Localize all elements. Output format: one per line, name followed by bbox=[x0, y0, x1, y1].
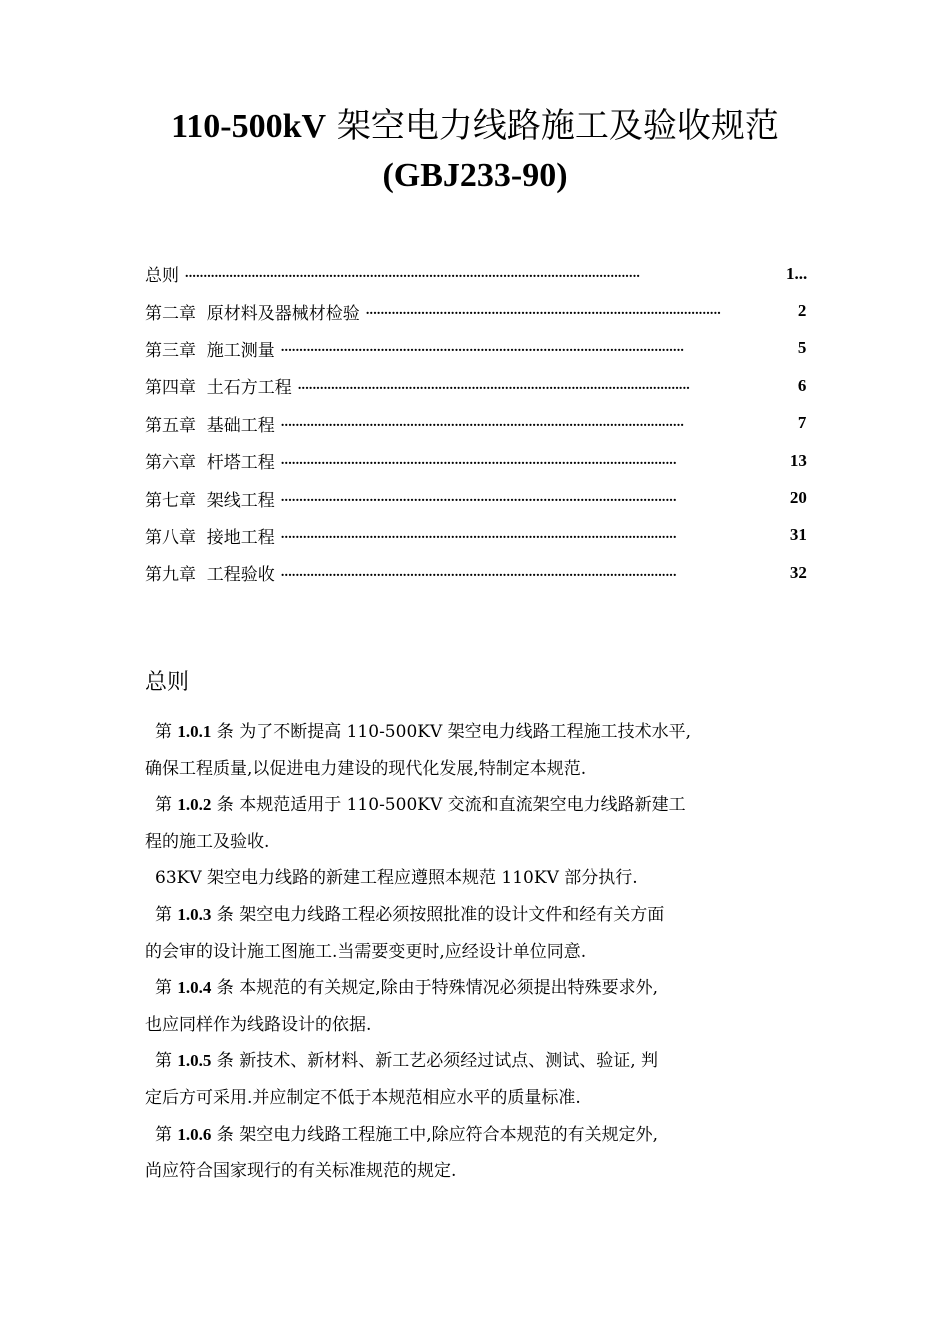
toc-entry[interactable] bbox=[145, 517, 845, 554]
clause-number: 1.0.2 bbox=[177, 795, 212, 815]
clause-number: 1.0.5 bbox=[177, 1051, 212, 1071]
toc-leader-dots: ............................................................................................................. bbox=[280, 415, 685, 431]
toc-page-number: 1... bbox=[786, 263, 808, 283]
toc-page-number: 20 bbox=[789, 488, 807, 508]
toc-leader-dots: ........................................................................................................... bbox=[280, 527, 677, 543]
clause-number: 1.0.4 bbox=[177, 978, 212, 998]
clause-line bbox=[145, 787, 755, 824]
document-standard-code: (GBJ233-90) bbox=[382, 157, 568, 194]
toc-page-number: 7 bbox=[797, 413, 807, 433]
clause-line: 也应同样作为线路设计的依据. bbox=[145, 1014, 372, 1035]
clause-line bbox=[145, 714, 755, 751]
clause-number: 1.0.3 bbox=[177, 904, 212, 924]
clause-line: 程的施工及验收. bbox=[145, 831, 270, 852]
clause-line: 的会审的设计施工图施工.当需要变更时,应经设计单位同意. bbox=[145, 941, 587, 962]
clause-prefix: 第 bbox=[155, 1124, 178, 1145]
clause-text: 条 本规范的有关规定,除由于特殊情况必须提出特殊要求外, bbox=[211, 978, 659, 999]
toc-leader-dots: ........................................................................................................... bbox=[280, 490, 677, 506]
clause-prefix: 第 bbox=[155, 795, 178, 816]
clause-text: 条 为了不断提高 110-500KV 架空电力线路工程施工技术水平, bbox=[211, 722, 692, 742]
toc-leader-dots: ................................................................................................ bbox=[365, 303, 722, 319]
toc-leader-dots: ............................................................................................................. bbox=[280, 340, 685, 356]
toc-entry-label: 第三章 施工测量 bbox=[145, 340, 275, 361]
toc-entry-label: 第九章 工程验收 bbox=[145, 565, 275, 586]
section-heading: 总则 bbox=[145, 670, 190, 695]
toc-leader-dots: ........................................................................................................... bbox=[280, 564, 677, 580]
clause-line bbox=[145, 1117, 755, 1154]
toc-page-number: 31 bbox=[789, 525, 807, 545]
toc-leader-dots: ........................................................................................................................... bbox=[185, 265, 641, 281]
clause-line bbox=[145, 897, 755, 934]
toc-leader-dots: ........................................................................................................... bbox=[280, 452, 677, 468]
toc-entry[interactable] bbox=[145, 554, 845, 591]
toc-entry[interactable] bbox=[145, 442, 845, 479]
toc-entry[interactable] bbox=[145, 479, 845, 516]
clause-prefix: 第 bbox=[155, 904, 178, 925]
toc-page-number: 2 bbox=[797, 301, 807, 321]
toc-entry-label: 第四章 土石方工程 bbox=[145, 378, 292, 399]
toc-entry-label: 第八章 接地工程 bbox=[145, 527, 275, 548]
toc-entry-label: 第二章 原材料及器械材检验 bbox=[145, 303, 360, 324]
clause-prefix: 第 bbox=[155, 978, 178, 999]
clause-text: 条 新技术、新材料、新工艺必须经过试点、测试、验证, 判 bbox=[211, 1051, 659, 1072]
table-of-contents bbox=[145, 255, 845, 592]
toc-entry-label: 总则 bbox=[145, 266, 179, 287]
clause-line bbox=[145, 970, 755, 1007]
clause-line bbox=[145, 1043, 755, 1080]
clause-text: 条 架空电力线路工程施工中,除应符合本规范的有关规定外, bbox=[211, 1124, 659, 1145]
clause-line: 尚应符合国家现行的有关标准规范的规定. bbox=[145, 1161, 457, 1182]
toc-entry-label: 第七章 架线工程 bbox=[145, 490, 275, 511]
clause-number: 1.0.6 bbox=[177, 1124, 212, 1144]
toc-entry-label: 第五章 基础工程 bbox=[145, 415, 275, 436]
title-text: 架空电力线路施工及验收规范 bbox=[326, 106, 779, 146]
title-voltage-code: 110-500kV bbox=[171, 108, 327, 145]
toc-entry[interactable] bbox=[145, 255, 845, 292]
toc-entry[interactable] bbox=[145, 405, 845, 442]
clause-line: 63KV 架空电力线路的新建工程应遵照本规范 110KV 部分执行. bbox=[155, 868, 638, 889]
clause-text: 条 本规范适用于 110-500KV 交流和直流架空电力线路新建工 bbox=[211, 795, 686, 816]
clause-line: 定后方可采用.并应制定不低于本规范相应水平的质量标准. bbox=[145, 1087, 581, 1108]
toc-entry[interactable] bbox=[145, 330, 845, 367]
document-title bbox=[0, 106, 950, 147]
toc-entry-label: 第六章 杆塔工程 bbox=[145, 453, 275, 474]
toc-entry[interactable] bbox=[145, 292, 845, 329]
section-body bbox=[145, 714, 755, 1190]
toc-page-number: 32 bbox=[789, 562, 807, 582]
toc-page-number: 6 bbox=[797, 375, 807, 395]
clause-prefix: 第 bbox=[155, 722, 178, 742]
toc-entry[interactable] bbox=[145, 367, 845, 404]
clause-prefix: 第 bbox=[155, 1051, 178, 1072]
clause-text: 条 架空电力线路工程必须按照批准的设计文件和经有关方面 bbox=[211, 904, 665, 925]
toc-page-number: 5 bbox=[797, 338, 807, 358]
clause-line: 确保工程质量,以促进电力建设的现代化发展,特制定本规范. bbox=[145, 758, 587, 779]
toc-leader-dots: .......................................................................................................... bbox=[297, 377, 691, 393]
clause-number: 1.0.1 bbox=[177, 722, 212, 741]
toc-page-number: 13 bbox=[789, 450, 807, 470]
